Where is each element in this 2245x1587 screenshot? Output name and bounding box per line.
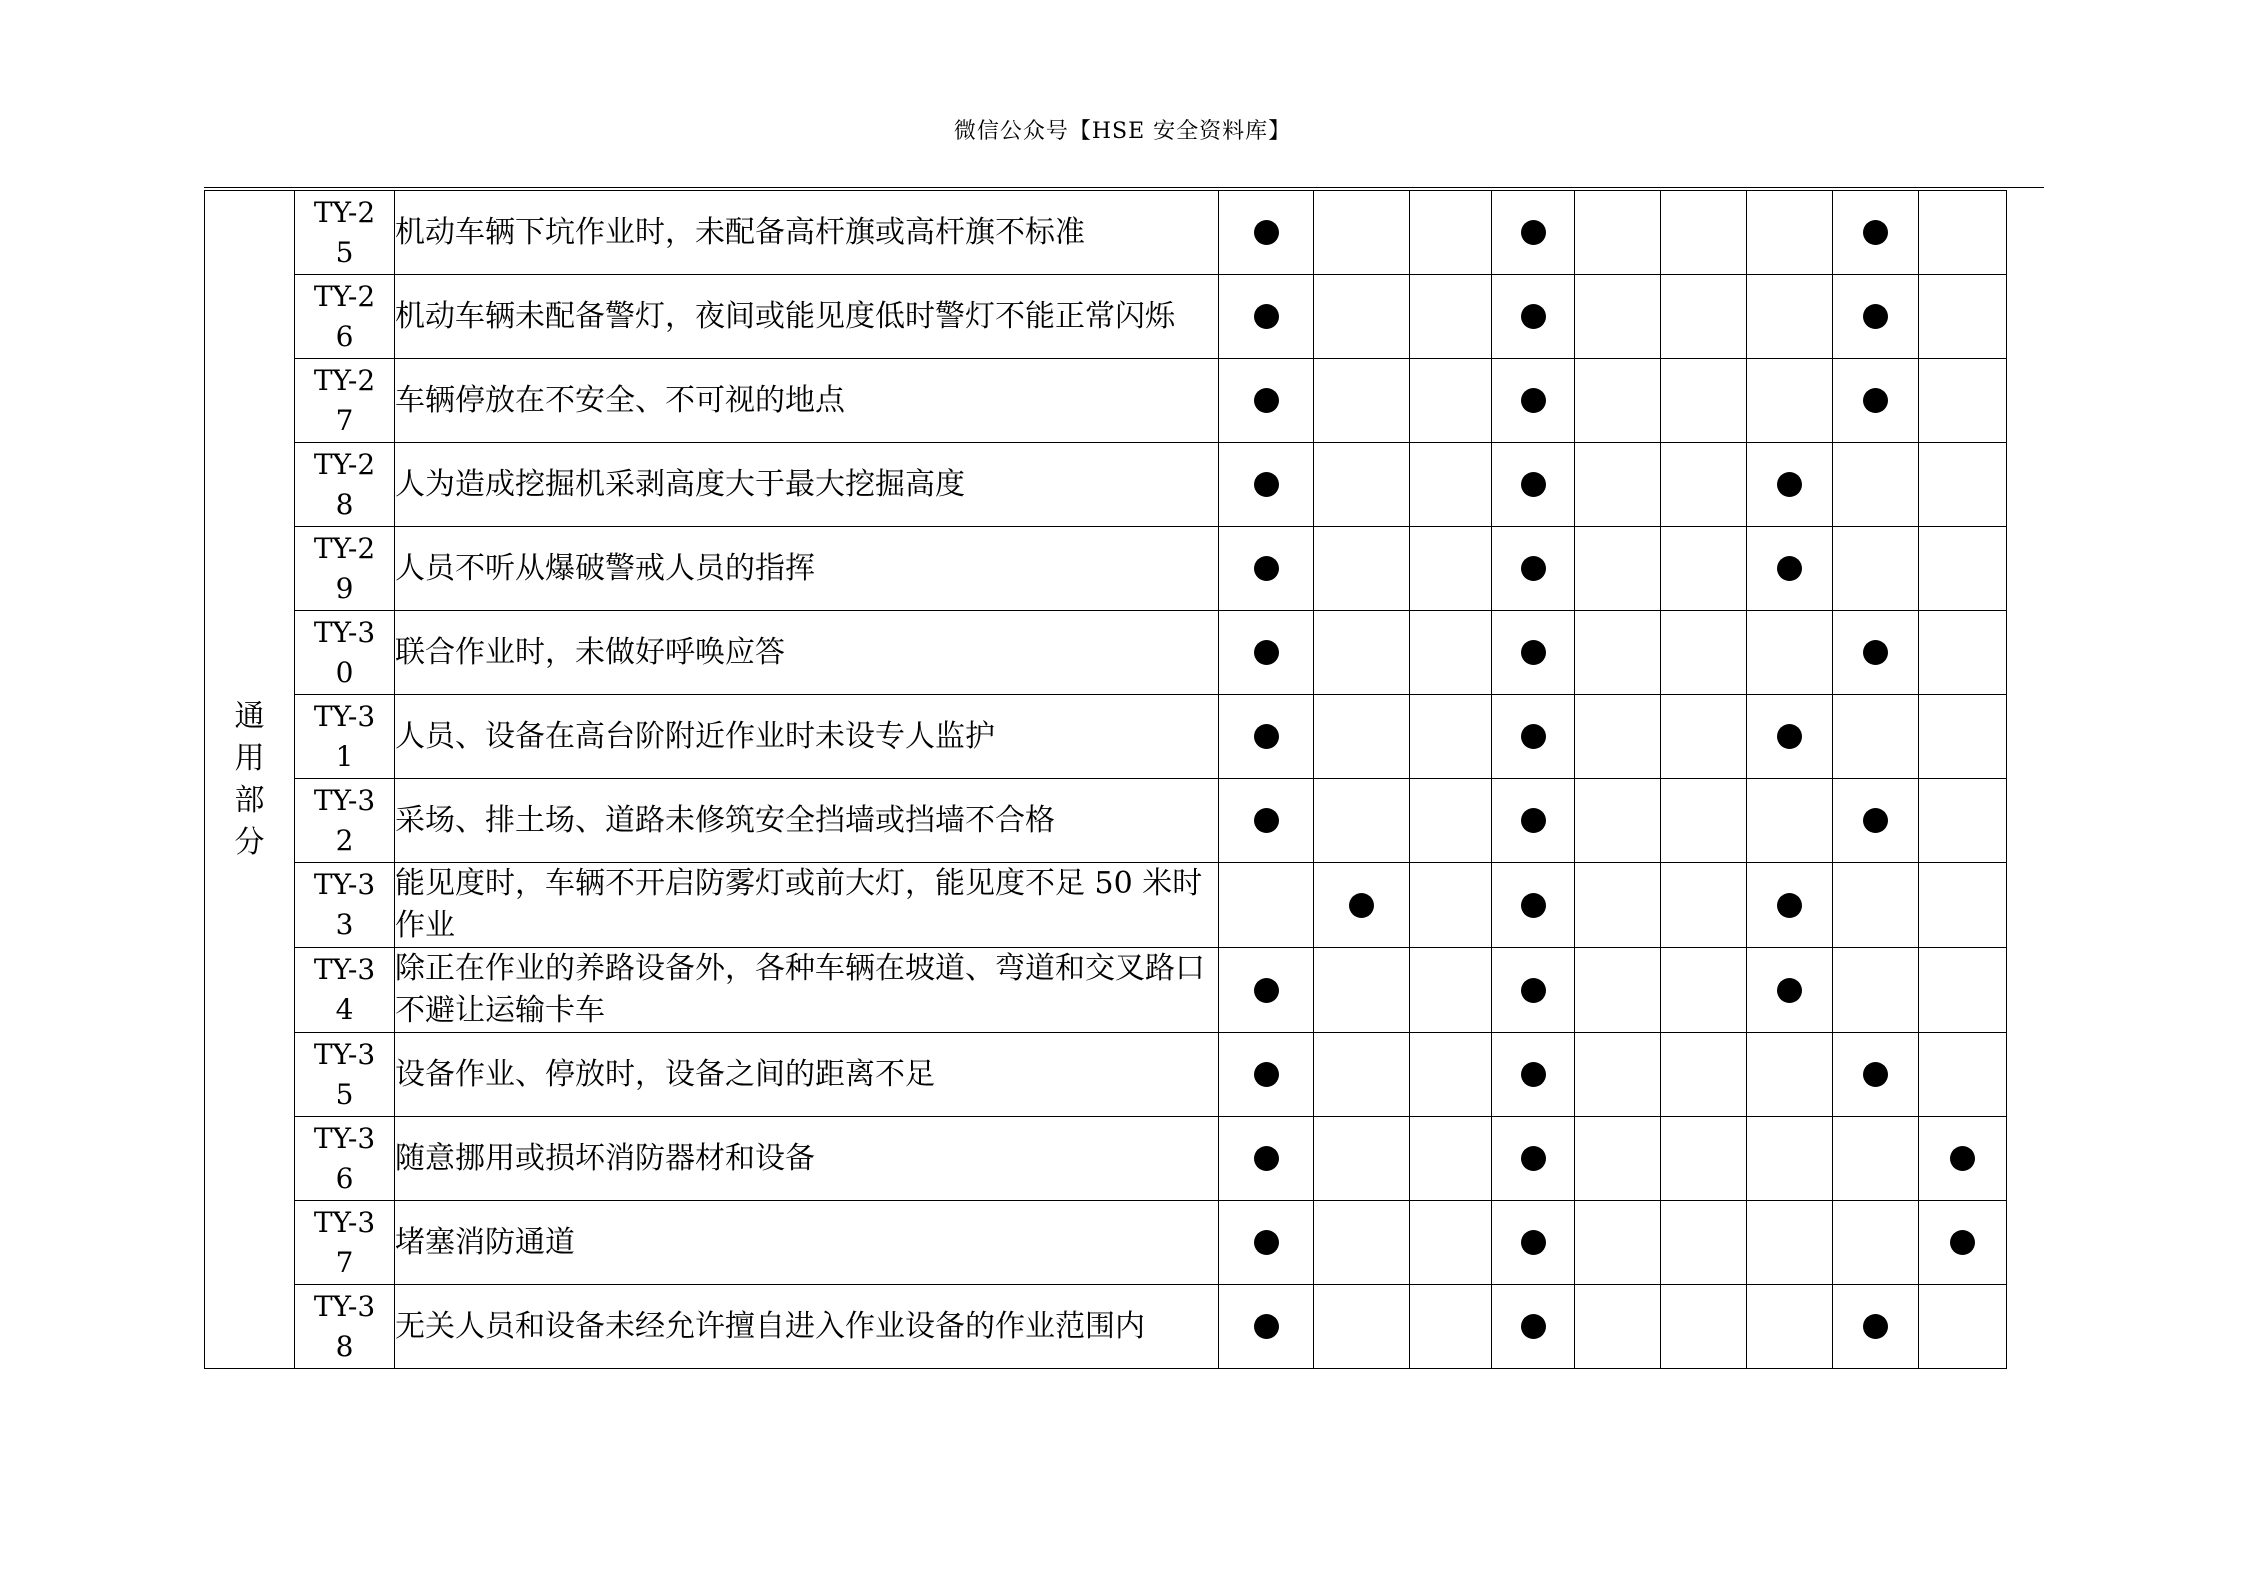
top-rule [204,187,2044,188]
code-cell [295,191,395,275]
code-cell [295,779,395,863]
mark-cell-4 [1492,695,1575,779]
mark-cell-7 [1747,359,1833,443]
filled-dot-icon [1521,304,1546,329]
mark-cell-4 [1492,948,1575,1033]
mark-cell-1 [1219,1285,1314,1369]
mark-cell-4 [1492,527,1575,611]
mark-cell-5 [1575,779,1661,863]
mark-cell-9 [1919,779,2007,863]
filled-dot-icon [1521,1062,1546,1087]
table-row [205,191,2007,275]
hazard-code: TY-37 [313,1205,376,1279]
mark-cell-4 [1492,611,1575,695]
mark-cell-3 [1410,948,1492,1033]
filled-dot-icon [1254,1314,1279,1339]
mark-cell-8 [1833,1033,1919,1117]
mark-cell-1 [1219,948,1314,1033]
table-row [205,443,2007,527]
mark-cell-8 [1833,1285,1919,1369]
filled-dot-icon [1521,640,1546,665]
mark-cell-7 [1747,275,1833,359]
filled-dot-icon [1254,640,1279,665]
table-row [205,359,2007,443]
filled-dot-icon [1777,724,1802,749]
table-row [205,1201,2007,1285]
mark-cell-7 [1747,1285,1833,1369]
table-body [205,191,2007,1369]
mark-cell-5 [1575,1201,1661,1285]
filled-dot-icon [1863,220,1888,245]
table-row [205,275,2007,359]
mark-cell-3 [1410,527,1492,611]
mark-cell-6 [1661,948,1747,1033]
mark-cell-7 [1747,948,1833,1033]
mark-cell-2 [1314,443,1410,527]
hazard-description: 堵塞消防通道 [395,1201,1219,1285]
filled-dot-icon [1349,893,1374,918]
mark-cell-1 [1219,443,1314,527]
mark-cell-5 [1575,443,1661,527]
mark-cell-9 [1919,948,2007,1033]
mark-cell-2 [1314,1201,1410,1285]
mark-cell-6 [1661,1117,1747,1201]
hazard-description: 机动车辆未配备警灯，夜间或能见度低时警灯不能正常闪烁 [395,275,1219,359]
mark-cell-4 [1492,275,1575,359]
filled-dot-icon [1254,388,1279,413]
mark-cell-2 [1314,611,1410,695]
code-cell [295,443,395,527]
mark-cell-5 [1575,1033,1661,1117]
filled-dot-icon [1950,1146,1975,1171]
filled-dot-icon [1863,808,1888,833]
mark-cell-4 [1492,863,1575,948]
filled-dot-icon [1521,388,1546,413]
table-row [205,611,2007,695]
filled-dot-icon [1863,1062,1888,1087]
mark-cell-8 [1833,191,1919,275]
mark-cell-7 [1747,527,1833,611]
hazard-description: 人员不听从爆破警戒人员的指挥 [395,527,1219,611]
table-row [205,948,2007,1033]
filled-dot-icon [1777,556,1802,581]
table-row [205,527,2007,611]
hazard-table [204,190,2007,1369]
mark-cell-9 [1919,1201,2007,1285]
mark-cell-9 [1919,1117,2007,1201]
filled-dot-icon [1254,556,1279,581]
filled-dot-icon [1254,724,1279,749]
mark-cell-1 [1219,611,1314,695]
mark-cell-8 [1833,779,1919,863]
hazard-code: TY-29 [313,531,376,605]
hazard-code: TY-28 [313,447,376,521]
mark-cell-3 [1410,359,1492,443]
mark-cell-9 [1919,611,2007,695]
mark-cell-9 [1919,1033,2007,1117]
filled-dot-icon [1254,304,1279,329]
mark-cell-2 [1314,695,1410,779]
code-cell [295,527,395,611]
mark-cell-4 [1492,1117,1575,1201]
mark-cell-4 [1492,779,1575,863]
mark-cell-9 [1919,443,2007,527]
hazard-code: TY-30 [313,615,376,689]
mark-cell-5 [1575,275,1661,359]
hazard-description: 采场、排土场、道路未修筑安全挡墙或挡墙不合格 [395,779,1219,863]
mark-cell-5 [1575,695,1661,779]
filled-dot-icon [1521,1230,1546,1255]
filled-dot-icon [1521,808,1546,833]
mark-cell-6 [1661,779,1747,863]
table-row [205,1117,2007,1201]
mark-cell-7 [1747,779,1833,863]
mark-cell-8 [1833,695,1919,779]
code-cell [295,1201,395,1285]
filled-dot-icon [1521,1314,1546,1339]
mark-cell-1 [1219,695,1314,779]
hazard-description: 人为造成挖掘机采剥高度大于最大挖掘高度 [395,443,1219,527]
mark-cell-5 [1575,527,1661,611]
mark-cell-9 [1919,1285,2007,1369]
filled-dot-icon [1254,1146,1279,1171]
mark-cell-2 [1314,1285,1410,1369]
hazard-description: 联合作业时，未做好呼唤应答 [395,611,1219,695]
mark-cell-2 [1314,1033,1410,1117]
mark-cell-7 [1747,1117,1833,1201]
filled-dot-icon [1863,304,1888,329]
code-cell [295,863,395,948]
mark-cell-7 [1747,1033,1833,1117]
mark-cell-3 [1410,1117,1492,1201]
mark-cell-9 [1919,527,2007,611]
code-cell [295,948,395,1033]
mark-cell-5 [1575,948,1661,1033]
mark-cell-6 [1661,611,1747,695]
table-row [205,1285,2007,1369]
code-cell [295,1117,395,1201]
code-cell [295,611,395,695]
page-header: 微信公众号【HSE 安全资料库】 [953,119,1292,144]
mark-cell-6 [1661,191,1747,275]
filled-dot-icon [1863,1314,1888,1339]
mark-cell-6 [1661,1285,1747,1369]
hazard-description: 无关人员和设备未经允许擅自进入作业设备的作业范围内 [395,1285,1219,1369]
hazard-description: 设备作业、停放时，设备之间的距离不足 [395,1033,1219,1117]
hazard-code: TY-33 [313,868,376,941]
code-cell [295,695,395,779]
mark-cell-9 [1919,191,2007,275]
mark-cell-4 [1492,1033,1575,1117]
table-row [205,695,2007,779]
filled-dot-icon [1254,808,1279,833]
hazard-code: TY-32 [313,783,376,857]
mark-cell-2 [1314,359,1410,443]
filled-dot-icon [1254,978,1279,1003]
mark-cell-2 [1314,1117,1410,1201]
mark-cell-1 [1219,863,1314,948]
code-cell [295,359,395,443]
hazard-description: 随意挪用或损坏消防器材和设备 [395,1117,1219,1201]
mark-cell-2 [1314,948,1410,1033]
mark-cell-1 [1219,527,1314,611]
filled-dot-icon [1521,893,1546,918]
filled-dot-icon [1777,893,1802,918]
filled-dot-icon [1254,472,1279,497]
mark-cell-8 [1833,275,1919,359]
hazard-description: 车辆停放在不安全、不可视的地点 [395,359,1219,443]
mark-cell-6 [1661,275,1747,359]
mark-cell-1 [1219,191,1314,275]
hazard-description: 能见度时，车辆不开启防雾灯或前大灯，能见度不足 50 米时作业 [395,863,1219,948]
mark-cell-2 [1314,527,1410,611]
mark-cell-2 [1314,275,1410,359]
hazard-code: TY-27 [313,363,376,437]
mark-cell-2 [1314,191,1410,275]
mark-cell-6 [1661,695,1747,779]
filled-dot-icon [1521,724,1546,749]
filled-dot-icon [1254,220,1279,245]
mark-cell-7 [1747,443,1833,527]
category-cell [205,191,295,1369]
mark-cell-8 [1833,359,1919,443]
mark-cell-1 [1219,1201,1314,1285]
mark-cell-3 [1410,275,1492,359]
mark-cell-3 [1410,191,1492,275]
hazard-code: TY-36 [313,1121,376,1195]
mark-cell-1 [1219,779,1314,863]
hazard-code: TY-35 [313,1037,376,1111]
mark-cell-1 [1219,359,1314,443]
mark-cell-4 [1492,359,1575,443]
mark-cell-4 [1492,443,1575,527]
mark-cell-3 [1410,1285,1492,1369]
mark-cell-8 [1833,527,1919,611]
filled-dot-icon [1521,1146,1546,1171]
hazard-code: TY-26 [313,279,376,353]
filled-dot-icon [1521,220,1546,245]
hazard-description: 人员、设备在高台阶附近作业时未设专人监护 [395,695,1219,779]
mark-cell-8 [1833,1201,1919,1285]
mark-cell-8 [1833,948,1919,1033]
mark-cell-7 [1747,1201,1833,1285]
mark-cell-6 [1661,863,1747,948]
mark-cell-2 [1314,779,1410,863]
mark-cell-6 [1661,359,1747,443]
mark-cell-9 [1919,863,2007,948]
filled-dot-icon [1950,1230,1975,1255]
mark-cell-5 [1575,1285,1661,1369]
mark-cell-5 [1575,191,1661,275]
mark-cell-4 [1492,1201,1575,1285]
mark-cell-5 [1575,1117,1661,1201]
mark-cell-6 [1661,443,1747,527]
filled-dot-icon [1777,472,1802,497]
filled-dot-icon [1863,640,1888,665]
hazard-code: TY-34 [313,953,376,1026]
hazard-code: TY-38 [313,1289,376,1363]
code-cell [295,1033,395,1117]
category-label: 通用部分 [234,698,265,860]
code-cell [295,275,395,359]
mark-cell-3 [1410,863,1492,948]
mark-cell-3 [1410,443,1492,527]
filled-dot-icon [1863,388,1888,413]
mark-cell-8 [1833,1117,1919,1201]
mark-cell-6 [1661,1033,1747,1117]
mark-cell-3 [1410,1201,1492,1285]
mark-cell-9 [1919,359,2007,443]
filled-dot-icon [1254,1230,1279,1255]
hazard-code: TY-25 [313,195,376,269]
mark-cell-4 [1492,1285,1575,1369]
mark-cell-6 [1661,1201,1747,1285]
mark-cell-1 [1219,1117,1314,1201]
filled-dot-icon [1521,472,1546,497]
mark-cell-1 [1219,1033,1314,1117]
table-row [205,779,2007,863]
mark-cell-3 [1410,1033,1492,1117]
mark-cell-3 [1410,695,1492,779]
filled-dot-icon [1777,978,1802,1003]
mark-cell-8 [1833,611,1919,695]
filled-dot-icon [1521,556,1546,581]
mark-cell-5 [1575,359,1661,443]
table-row [205,1033,2007,1117]
mark-cell-9 [1919,275,2007,359]
mark-cell-3 [1410,779,1492,863]
hazard-description: 机动车辆下坑作业时，未配备高杆旗或高杆旗不标准 [395,191,1219,275]
code-cell [295,1285,395,1369]
mark-cell-8 [1833,863,1919,948]
mark-cell-6 [1661,527,1747,611]
mark-cell-1 [1219,275,1314,359]
filled-dot-icon [1254,1062,1279,1087]
hazard-code: TY-31 [313,699,376,773]
mark-cell-4 [1492,191,1575,275]
mark-cell-7 [1747,611,1833,695]
filled-dot-icon [1521,978,1546,1003]
hazard-description: 除正在作业的养路设备外，各种车辆在坡道、弯道和交叉路口不避让运输卡车 [395,948,1219,1033]
table-row [205,863,2007,948]
mark-cell-8 [1833,443,1919,527]
mark-cell-2 [1314,863,1410,948]
mark-cell-9 [1919,695,2007,779]
mark-cell-3 [1410,611,1492,695]
mark-cell-7 [1747,695,1833,779]
mark-cell-7 [1747,863,1833,948]
mark-cell-7 [1747,191,1833,275]
mark-cell-5 [1575,611,1661,695]
mark-cell-5 [1575,863,1661,948]
